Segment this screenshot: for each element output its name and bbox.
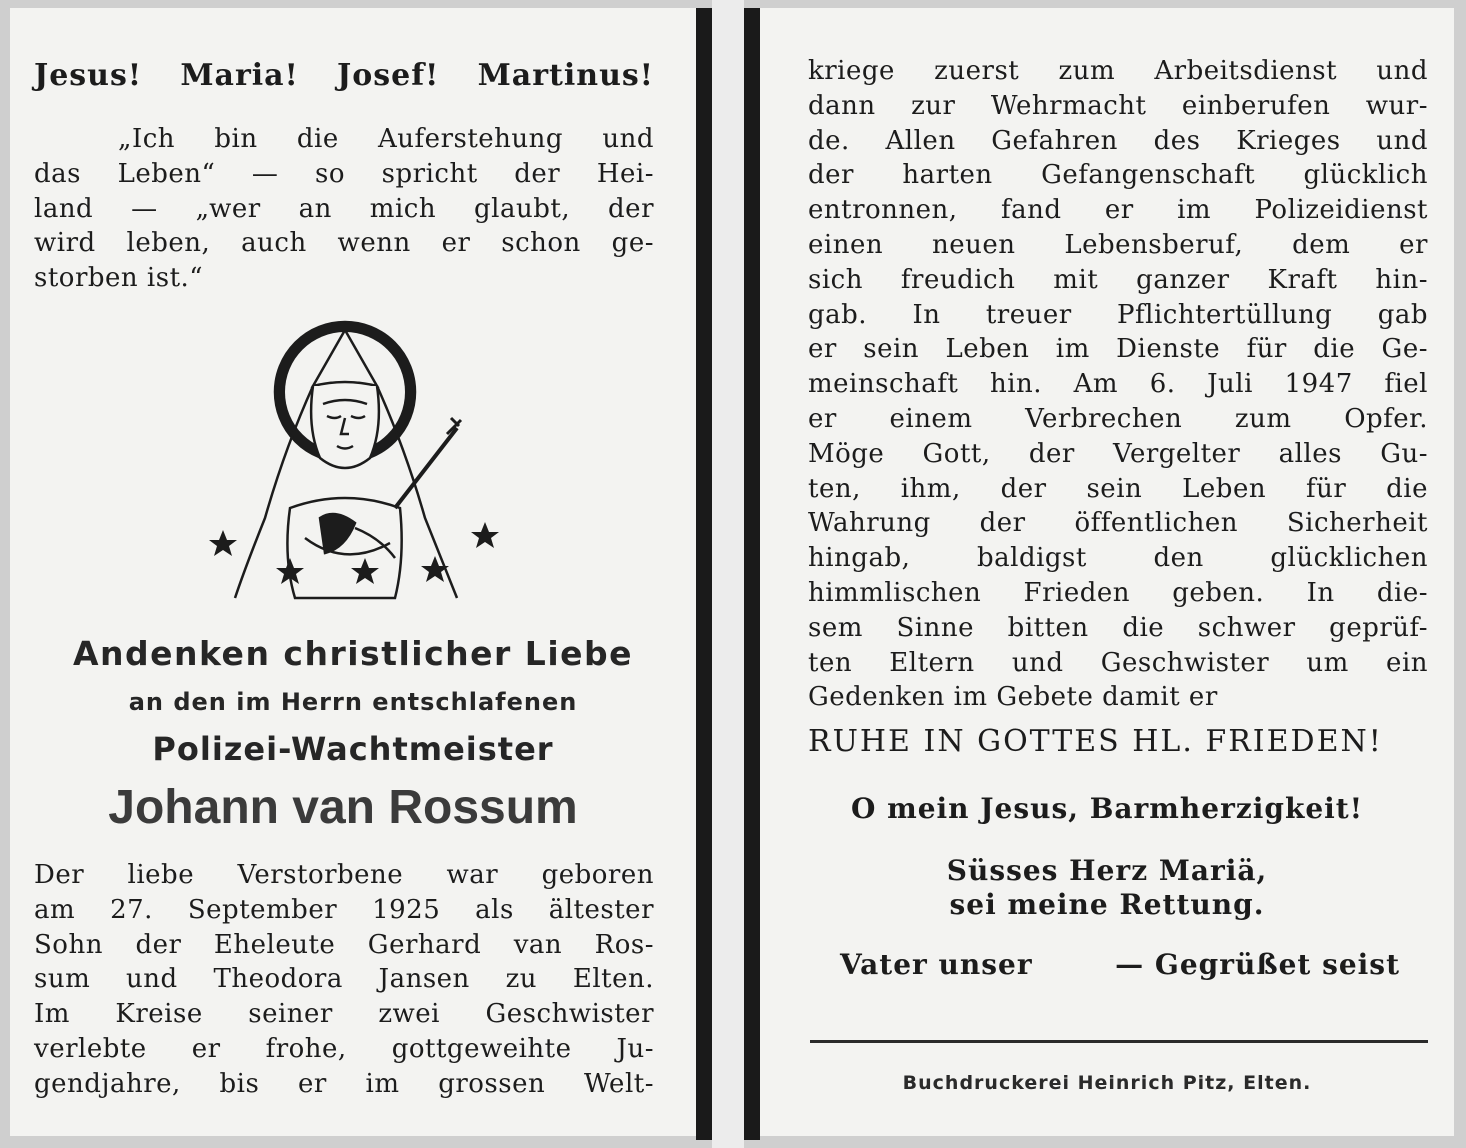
prayer-our-father-text: Vater unser: [840, 948, 1033, 981]
footer-rule: [810, 1040, 1428, 1043]
page-gap: [712, 0, 744, 1148]
bio-line: er sein Leben im Dienste für die Ge-: [808, 334, 1428, 365]
bio-line: kriege zuerst zum Arbeitsdienst und: [808, 56, 1428, 86]
bio-line: Der liebe Verstorbene war geboren: [34, 860, 654, 890]
bio-line: meinschaft hin. Am 6. Juli 1947 fiel: [808, 369, 1428, 400]
deceased-rank: Polizei-Wachtmeister: [152, 730, 554, 768]
bio-line: sich freudich mit ganzer Kraft hin-: [808, 264, 1428, 295]
biography-part-2: [808, 54, 1428, 715]
bio-line: sum und Theodora Jansen zu Elten.: [34, 964, 654, 995]
quote-line: storben ist.“: [34, 263, 204, 294]
quote-line: land — „wer an mich glaubt, der: [34, 193, 654, 224]
quote-line: „Ich bin die Auferstehung und: [118, 124, 654, 154]
bio-line: entronnen, fand er im Polizeidienst: [808, 195, 1428, 226]
invocation: [34, 58, 654, 93]
bio-line: gendjahre, bis er im grossen Welt-: [34, 1068, 654, 1099]
prayer-mercy: O mein Jesus, Barmherzigkeit!: [850, 792, 1364, 825]
left-black-border: [696, 8, 712, 1140]
bio-line: Möge Gott, der Vergelter alles Gu-: [808, 438, 1428, 469]
right-card-page: [760, 8, 1454, 1136]
card-subheading: an den im Herrn entschlafenen: [128, 688, 578, 716]
mater-dolorosa-icon: [195, 308, 505, 618]
bio-line: ten, ihm, der sein Leben für die: [808, 473, 1428, 504]
bio-line: Im Kreise seiner zwei Geschwister: [34, 999, 654, 1030]
bio-line: de. Allen Gefahren des Krieges und: [808, 125, 1428, 156]
biography-part-1: [34, 858, 654, 1102]
prayer-our-father: [840, 948, 1400, 981]
prayer-heart-line-2: sei meine Rettung.: [949, 888, 1265, 921]
quote-line: wird leben, auch wenn er schon ge-: [34, 228, 654, 259]
card-heading: Andenken christlicher Liebe: [72, 634, 634, 673]
bio-line: sem Sinne bitten die schwer geprüf-: [808, 612, 1428, 643]
bio-line: himmlischen Frieden geben. In die-: [808, 577, 1428, 608]
bio-line: er einem Verbrechen zum Opfer.: [808, 403, 1428, 434]
bio-line: einen neuen Lebensberuf, dem er: [808, 229, 1428, 260]
invocation-word: Martinus!: [477, 58, 654, 93]
bio-line: Sohn der Eheleute Gerhard van Ros-: [34, 929, 654, 960]
invocation-word: Maria!: [180, 58, 299, 93]
scripture-quote: [34, 122, 654, 296]
deceased-name: Johann van Rossum: [108, 781, 578, 834]
left-card-page: [10, 8, 696, 1136]
quote-line: das Leben“ — so spricht der Hei-: [34, 158, 654, 189]
right-black-border: [744, 8, 760, 1140]
bio-line: am 27. September 1925 als ältester: [34, 894, 654, 925]
rest-in-peace-line: RUHE IN GOTTES HL. FRIEDEN!: [808, 724, 1383, 759]
bio-line: gab. In treuer Pflichtertüllung gab: [808, 299, 1428, 330]
bio-line: Wahrung der öffentlichen Sicherheit: [808, 508, 1428, 539]
bio-line: dann zur Wehrmacht einberufen wur-: [808, 90, 1428, 121]
prayer-heart-line-1: Süsses Herz Mariä,: [946, 854, 1268, 887]
invocation-word: Josef!: [337, 58, 440, 93]
prayer-hail-mary-text: — Gegrüßet seist: [1115, 948, 1400, 981]
bio-line: hingab, baldigst den glücklichen: [808, 543, 1428, 574]
bio-line: verlebte er frohe, gottgeweihte Ju-: [34, 1033, 654, 1064]
bio-line: der harten Gefangenschaft glücklich: [808, 160, 1428, 191]
bio-line: Gedenken im Gebete damit er: [808, 682, 1218, 713]
bio-line: ten Eltern und Geschwister um ein: [808, 647, 1428, 678]
printer-credit: Buchdruckerei Heinrich Pitz, Elten.: [902, 1072, 1312, 1094]
invocation-word: Jesus!: [34, 58, 143, 93]
